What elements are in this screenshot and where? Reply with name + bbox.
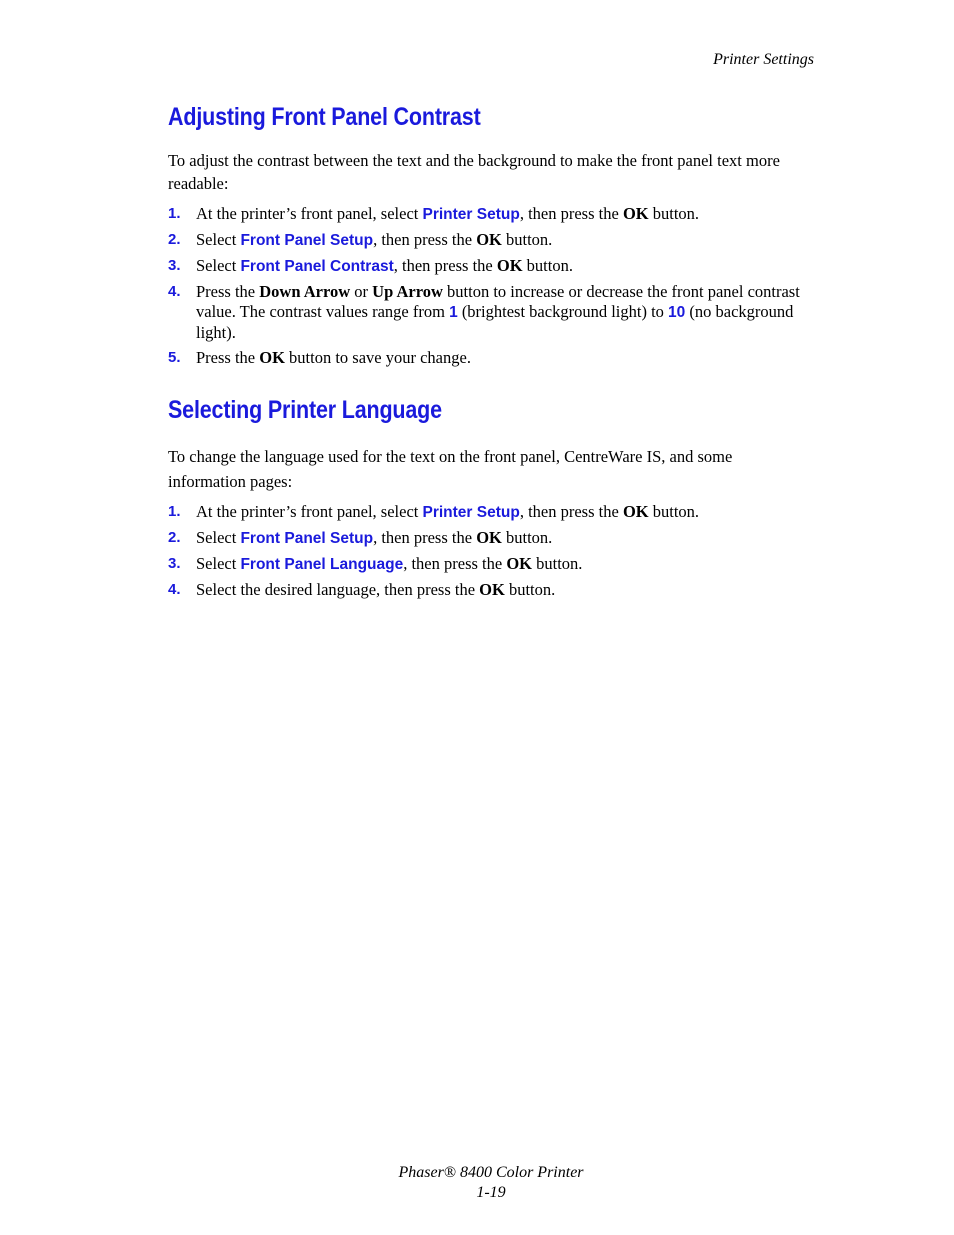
step-text: button.	[504, 580, 556, 599]
step-text: button.	[501, 528, 553, 547]
button-ref: OK	[259, 348, 285, 367]
button-ref: Down Arrow	[259, 282, 351, 301]
steps-list-language	[168, 502, 813, 605]
step-item	[168, 204, 813, 225]
step-number: 1.	[168, 503, 181, 520]
step-text: button.	[648, 204, 700, 223]
step-text: (no background light).	[196, 302, 794, 342]
footer-product-name: Phaser® 8400 Color Printer	[398, 1164, 584, 1181]
step-text: At the printer’s front panel, select	[196, 502, 423, 521]
step-number: 1.	[168, 205, 181, 222]
step-text: Press the	[196, 282, 260, 301]
section-heading-contrast: Adjusting Front Panel Contrast	[168, 103, 481, 131]
step-text: button.	[501, 230, 553, 249]
menu-item-ref: Front Panel Setup	[240, 530, 374, 547]
step-text: button.	[648, 502, 700, 521]
menu-item-ref: Front Panel Contrast	[240, 258, 394, 275]
step-text: Select	[196, 528, 241, 547]
step-text: button.	[532, 554, 583, 573]
button-ref: OK	[479, 580, 505, 599]
footer-page-number: 1-19	[476, 1184, 506, 1201]
step-text: , then press the	[519, 204, 623, 223]
step-item	[168, 554, 813, 575]
step-text: Press the	[196, 348, 260, 367]
step-text: (brightest background light) to	[457, 302, 669, 321]
button-ref: OK	[476, 230, 502, 249]
step-text: At the printer’s front panel, select	[196, 204, 423, 223]
step-item	[168, 502, 813, 523]
menu-item-ref: Printer Setup	[422, 206, 520, 223]
step-text: , then press the	[519, 502, 623, 521]
step-text: , then press the	[373, 230, 477, 249]
value-ref: 1	[449, 304, 458, 321]
steps-list-contrast	[168, 204, 813, 373]
step-number: 2.	[168, 231, 181, 248]
step-number: 5.	[168, 349, 181, 366]
step-item	[168, 256, 813, 277]
step-number: 4.	[168, 581, 181, 598]
button-ref: OK	[622, 502, 649, 521]
section-intro-language: To change the language used for the text on the front panel, CentreWare IS, and some information pages:	[168, 447, 733, 491]
button-ref: OK	[506, 554, 532, 573]
step-text: button to save your change.	[284, 348, 471, 367]
step-item	[168, 230, 813, 251]
menu-item-ref: Front Panel Language	[240, 556, 404, 573]
step-text: Select	[196, 554, 241, 573]
step-text: , then press the	[393, 256, 497, 275]
page-footer	[0, 1163, 954, 1203]
step-text: Select the desired language, then press the	[196, 580, 480, 599]
step-item	[168, 528, 813, 549]
step-number: 4.	[168, 283, 181, 300]
step-text: or	[350, 282, 373, 301]
step-text: , then press the	[403, 554, 507, 573]
step-item	[168, 580, 813, 600]
section-intro-contrast: To adjust the contrast between the text and the background to make the front panel text more readable:	[168, 151, 780, 193]
running-header: Printer Settings	[713, 51, 814, 68]
step-number: 3.	[168, 257, 181, 274]
button-ref: OK	[622, 204, 649, 223]
step-text: button.	[522, 256, 573, 275]
button-ref: Up Arrow	[372, 282, 443, 301]
button-ref: OK	[496, 256, 523, 275]
step-text: Select	[196, 230, 241, 249]
step-text: Select	[196, 256, 241, 275]
step-text: , then press the	[373, 528, 477, 547]
menu-item-ref: Printer Setup	[422, 504, 520, 521]
step-item	[168, 348, 813, 368]
button-ref: OK	[476, 528, 502, 547]
step-number: 2.	[168, 529, 181, 546]
step-number: 3.	[168, 555, 181, 572]
menu-item-ref: Front Panel Setup	[240, 232, 374, 249]
value-ref: 10	[668, 304, 686, 321]
step-item	[168, 282, 813, 343]
section-heading-language: Selecting Printer Language	[168, 396, 442, 424]
step-text: button to increase or decrease the front panel contrast value. The contrast values range from	[196, 282, 800, 321]
